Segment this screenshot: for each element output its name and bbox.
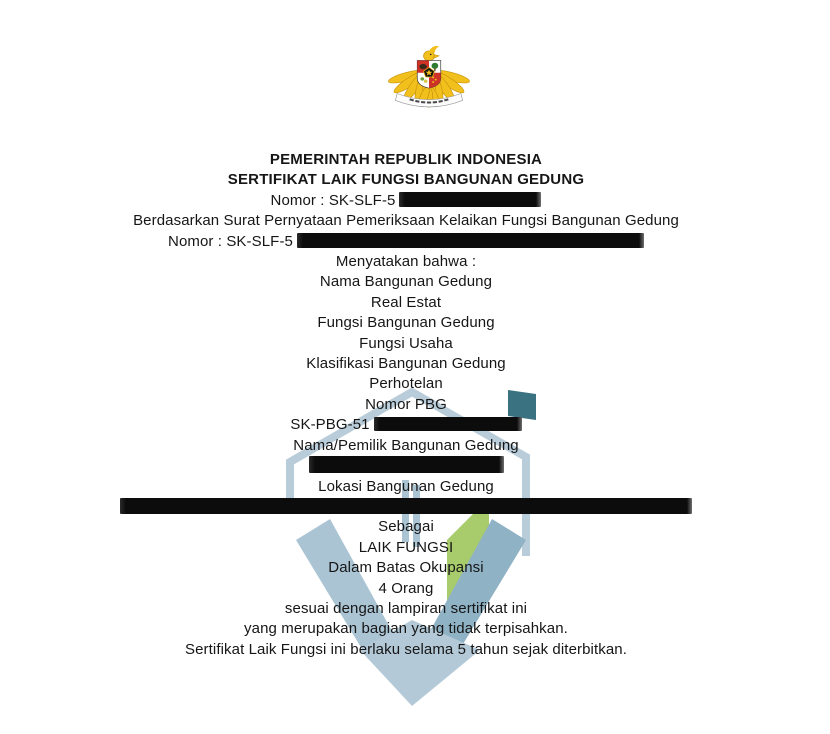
redaction-bar	[374, 417, 522, 431]
certificate-title: SERTIFIKAT LAIK FUNGSI BANGUNAN GEDUNG	[227, 171, 585, 189]
location-value-line	[0, 497, 812, 517]
certificate-text	[0, 150, 812, 660]
location-label: Lokasi Bangunan Gedung	[318, 477, 494, 495]
owner-label: Nama/Pemilik Bangunan Gedung	[293, 436, 519, 454]
slf-number-prefix-2: Nomor : SK-SLF-5	[168, 232, 293, 250]
redaction-bar	[309, 456, 504, 473]
redaction-bar	[297, 233, 644, 248]
pbg-number-line	[0, 415, 812, 435]
based-on-line: Berdasarkan Surat Pernyataan Pemeriksaan Kelaikan Fungsi Bangunan Gedung	[133, 212, 679, 230]
building-name-label: Nama Bangunan Gedung	[319, 273, 493, 291]
slf-number-prefix-1: Nomor : SK-SLF-5	[270, 191, 396, 209]
declaration-line: Menyatakan bahwa :	[335, 253, 477, 271]
function-value: Fungsi Usaha	[359, 334, 453, 352]
garuda-pancasila-emblem	[387, 29, 471, 115]
validity-line: Sertifikat Laik Fungsi ini berlaku selama 5 tahun sejak diterbitkan.	[184, 640, 628, 658]
slf-number-line-1	[0, 191, 812, 211]
redaction-bar	[399, 192, 541, 207]
government-title: PEMERINTAH REPUBLIK INDONESIA	[269, 151, 543, 168]
classification-value: Perhotelan	[369, 375, 443, 393]
as-label: Sebagai	[378, 518, 434, 536]
pbg-label: Nomor PBG	[365, 395, 447, 413]
redaction-bar	[120, 498, 692, 514]
pbg-number-prefix: SK-PBG-51	[290, 416, 370, 434]
function-label: Fungsi Bangunan Gedung	[317, 314, 495, 332]
occupancy-label: Dalam Batas Okupansi	[328, 559, 484, 577]
occupancy-value: 4 Orang	[378, 579, 434, 597]
building-name-value: Real Estat	[370, 293, 442, 311]
owner-value-line	[0, 456, 812, 476]
note-line-1: sesuai dengan lampiran sertifikat ini	[284, 599, 528, 617]
status-value: LAIK FUNGSI	[358, 538, 454, 556]
note-line-2: yang merupakan bagian yang tidak terpisahkan.	[244, 620, 568, 638]
slf-number-line-2	[0, 232, 812, 252]
classification-label: Klasifikasi Bangunan Gedung	[306, 355, 506, 373]
